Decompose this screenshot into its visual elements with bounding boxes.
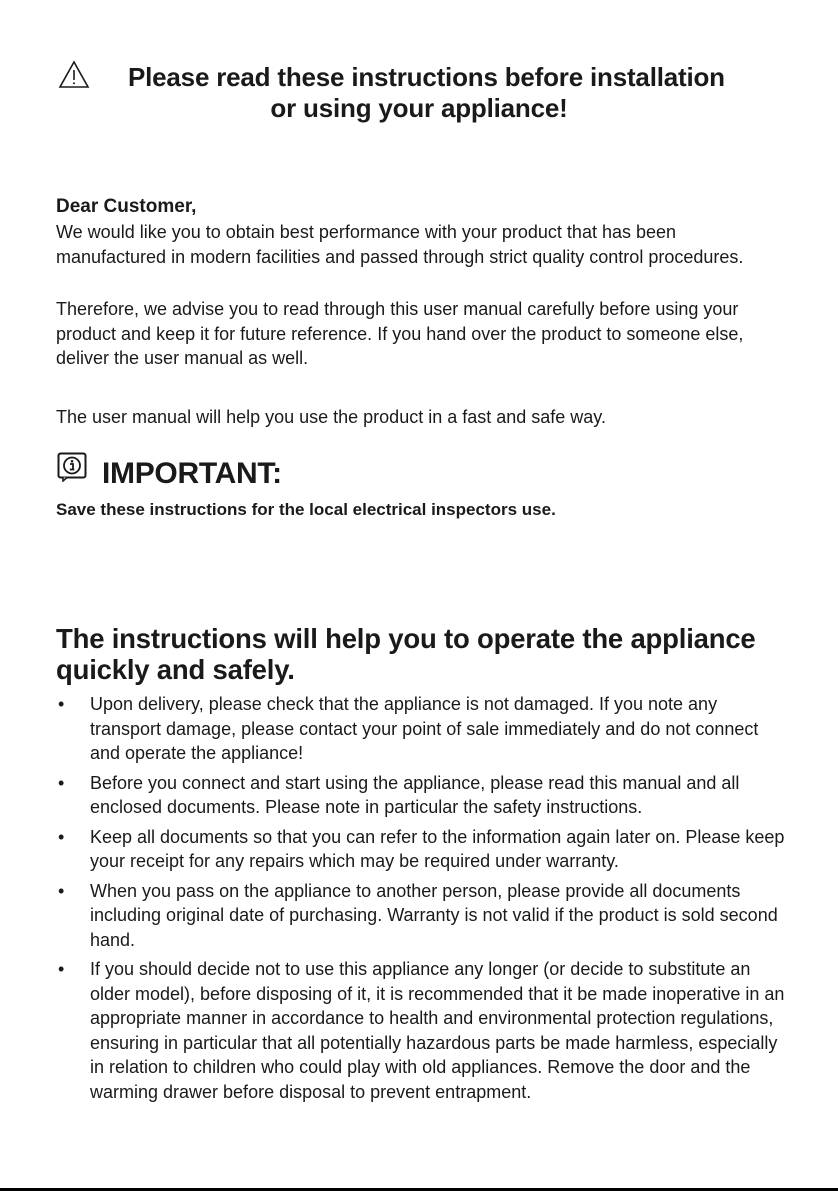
important-title: IMPORTANT: xyxy=(102,457,282,490)
bullet-marker: • xyxy=(58,826,65,847)
list-item xyxy=(56,879,786,953)
list-item-text: When you pass on the appliance to another person, please provide all documents including original date of purchasing. Warranty is not valid if the product is sold second hand. xyxy=(90,880,778,950)
list-item-text: Upon delivery, please check that the appliance is not damaged. If you note any transport damage, please contact your point of sale immediately and do not connect and operate the appliance! xyxy=(90,694,759,763)
list-item xyxy=(56,957,786,1104)
intro-paragraph-3: The user manual will help you use the product in a fast and safe way. xyxy=(56,407,606,427)
list-item xyxy=(56,825,786,874)
bullet-marker: • xyxy=(58,694,65,714)
important-subtitle: Save these instructions for the local electrical inspectors use. xyxy=(56,500,556,519)
warning-triangle-icon xyxy=(58,60,90,90)
list-item-text: Before you connect and start using the appliance, please read this manual and all enclosed documents. Please note in particular the safety instructions. xyxy=(90,772,740,817)
instructions-heading: The instructions will help you to operate the appliance quickly and safely. xyxy=(56,623,756,685)
bullet-marker: • xyxy=(58,959,65,979)
greeting: Dear Customer, xyxy=(56,196,197,217)
intro-paragraph-2: Therefore, we advise you to read through this user manual carefully before using your product and keep it for future reference. If you hand over the product to someone else, deliver the user manual as well. xyxy=(56,299,744,368)
list-item-text: Keep all documents so that you can refer to the information again later on. Please keep your receipt for any repairs which may be required under warranty. xyxy=(90,826,785,871)
info-icon xyxy=(57,452,87,482)
list-item xyxy=(56,771,786,820)
list-item xyxy=(56,692,786,766)
warning-heading-line2: or using your appliance! xyxy=(270,93,568,123)
warning-heading-line1: Please read these instructions before installation xyxy=(128,62,725,92)
list-item-text: If you should decide not to use this appliance any longer (or decide to substitute an older model), before disposing of it, it is recommended that it be made inoperative in an appropriate manner in accordance to health and environmental protection regulations, ensuring in particular that all potentially hazardous parts be made harmless, especially in relation to children who could play with old appliances. Remove the door and the warming drawer before disposal to prevent entrapment. xyxy=(90,959,785,1102)
instructions-list xyxy=(56,692,786,1109)
bullet-marker: • xyxy=(58,772,65,793)
bullet-marker: • xyxy=(58,880,65,901)
intro-paragraph-1: We would like you to obtain best performance with your product that has been manufactured in modern facilities and passed through strict quality control procedures. xyxy=(56,222,744,267)
